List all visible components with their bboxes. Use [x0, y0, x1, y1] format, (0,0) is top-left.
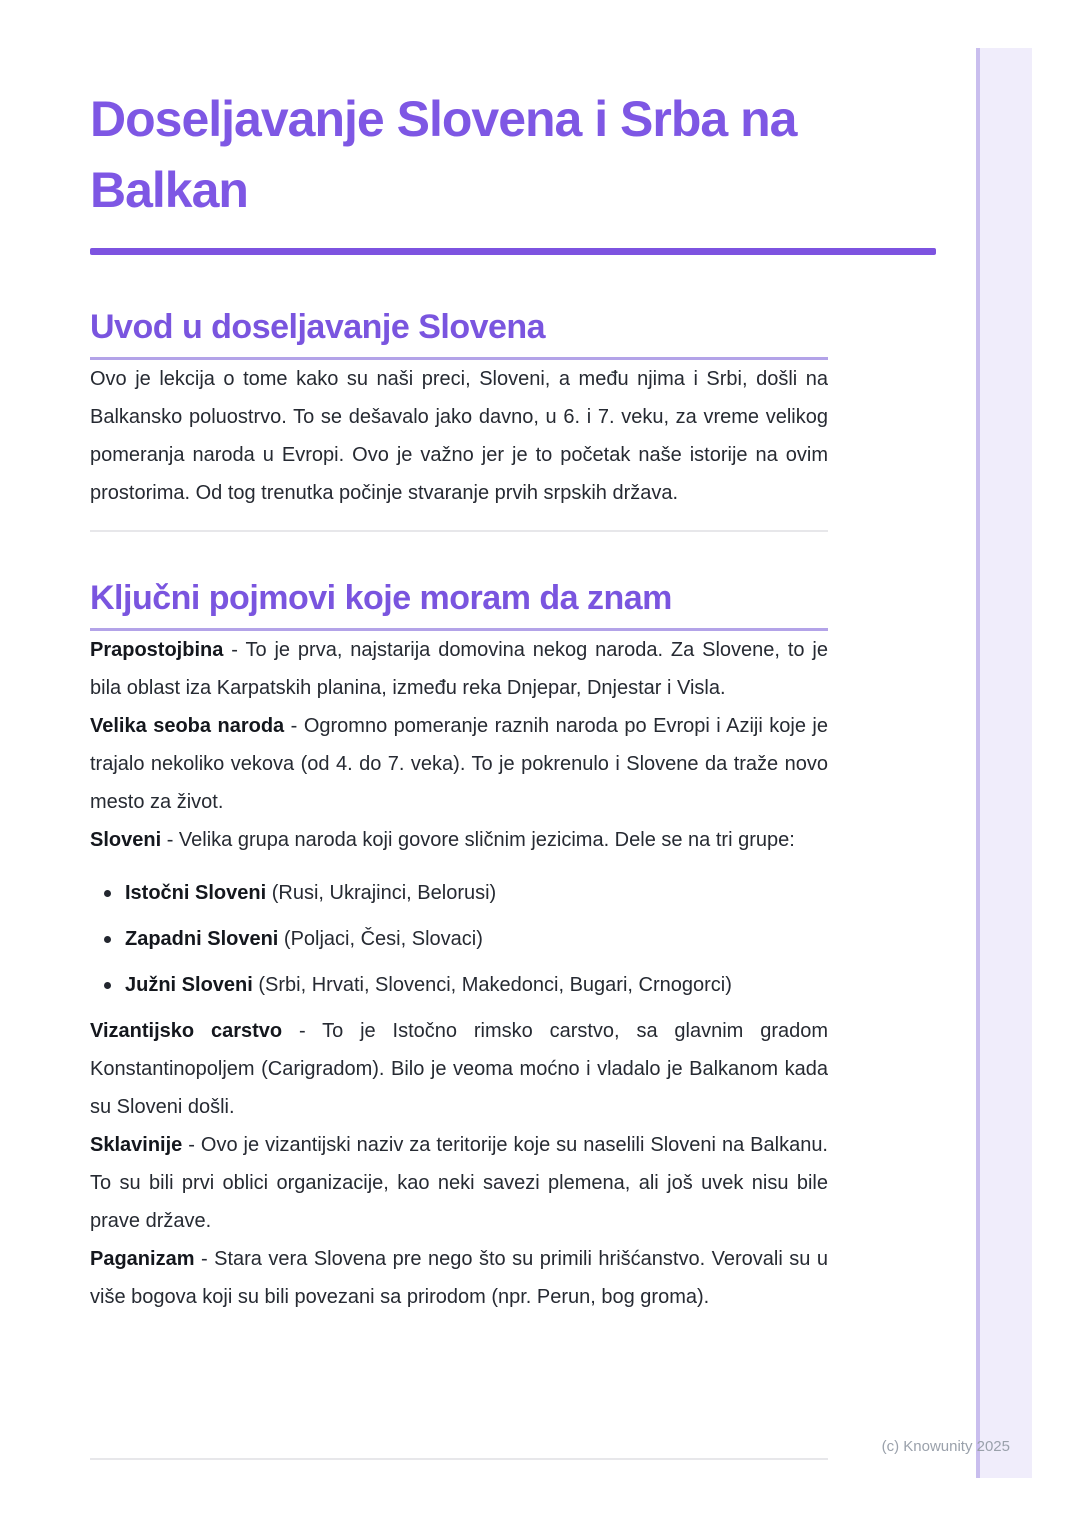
decorative-side-stripe: [976, 48, 1032, 1478]
title-divider: [90, 248, 936, 255]
section-intro: [90, 305, 936, 512]
term-definition: - Stara vera Slovena pre nego što su primili hrišćanstvo. Verovali su u više bogova koji su bili povezani sa prirodom (npr. Perun, bog groma).: [90, 1248, 828, 1308]
group-members: (Srbi, Hrvati, Slovenci, Makedonci, Bugari, Crnogorci): [258, 974, 732, 996]
term-name: Paganizam: [90, 1248, 195, 1270]
copyright-text: (c) Knowunity 2025: [881, 1438, 1010, 1455]
list-item-text: [125, 920, 483, 958]
group-name: Zapadni Sloveni: [125, 928, 279, 950]
group-name: Južni Sloveni: [125, 974, 253, 996]
intro-paragraph: Ovo je lekcija o tome kako su naši preci, Sloveni, a među njima i Srbi, došli na Balkansko poluostrvo. To se dešavalo jako davno, u 6. i 7. veku, za vreme velikog pomeranja naroda u Evropi. Ovo je važno jer je to početak naše istorije na ovim prostorima. Od tog trenutka počinje stvaranje prvih srpskih država.: [90, 368, 828, 504]
term-paragraph-prapostojbina: [90, 631, 828, 707]
term-name: Vizantijsko carstvo: [90, 1020, 283, 1042]
list-item: [90, 874, 828, 912]
term-definition: - To je Istočno rimsko carstvo, sa glavnim gradom Konstantinopoljem (Carigradom). Bilo je veoma moćno i vladalo je Balkanom kada su Sloveni došli.: [90, 1020, 829, 1118]
list-item-text: [125, 966, 732, 1004]
section-divider: [90, 530, 828, 532]
term-paragraph-sklavinije: [90, 1126, 828, 1240]
term-name: Sloveni: [90, 829, 162, 851]
bullet-icon: [104, 982, 111, 989]
term-definition: - To je prva, najstarija domovina nekog naroda. Za Slovene, to je bila oblast iza Karpatskih planina, između reka Dnjepar, Dnjestar i Visla.: [90, 639, 828, 699]
page-title: Doseljavanje Slovena i Srba na Balkan: [90, 91, 797, 218]
bullet-icon: [104, 890, 111, 897]
term-name: Sklavinije: [90, 1134, 183, 1156]
term-name: Velika seoba naroda: [90, 715, 285, 737]
term-paragraph-vizantijsko-carstvo: [90, 1012, 828, 1126]
group-members: (Rusi, Ukrajinci, Belorusi): [271, 882, 497, 904]
group-members: (Poljaci, Česi, Slovaci): [283, 928, 483, 950]
term-definition: - Ogromno pomeranje raznih naroda po Evropi i Aziji koje je trajalo nekoliko vekova (od 4. do 7. veka). To je pokrenulo i Slovene da traže novo mesto za život.: [90, 715, 828, 813]
list-item-text: [125, 874, 496, 912]
term-definition: - Velika grupa naroda koji govore sličnim jezicima. Dele se na tri grupe:: [166, 829, 795, 851]
term-definition: - Ovo je vizantijski naziv za teritorije koje su naselili Sloveni na Balkanu. To su bili prvi oblici organizacije, kao neki savezi plemena, ali još uvek nisu bile prave države.: [90, 1134, 828, 1232]
page-content: [90, 0, 936, 1316]
list-item: [90, 920, 828, 958]
intro-heading: Uvod u doseljavanje Slovena: [90, 308, 546, 346]
group-name: Istočni Sloveni: [125, 882, 267, 904]
term-paragraph-velika-seoba: [90, 707, 828, 821]
slavic-groups-list: [90, 874, 828, 1004]
key-terms-heading: Ključni pojmovi koje moram da znam: [90, 579, 672, 617]
term-paragraph-paganizam: [90, 1240, 828, 1316]
term-name: Prapostojbina: [90, 639, 224, 661]
section-key-terms: [90, 576, 936, 1316]
term-paragraph-sloveni: [90, 821, 828, 859]
list-item: [90, 966, 828, 1004]
bullet-icon: [104, 936, 111, 943]
footer-divider: [90, 1458, 828, 1460]
